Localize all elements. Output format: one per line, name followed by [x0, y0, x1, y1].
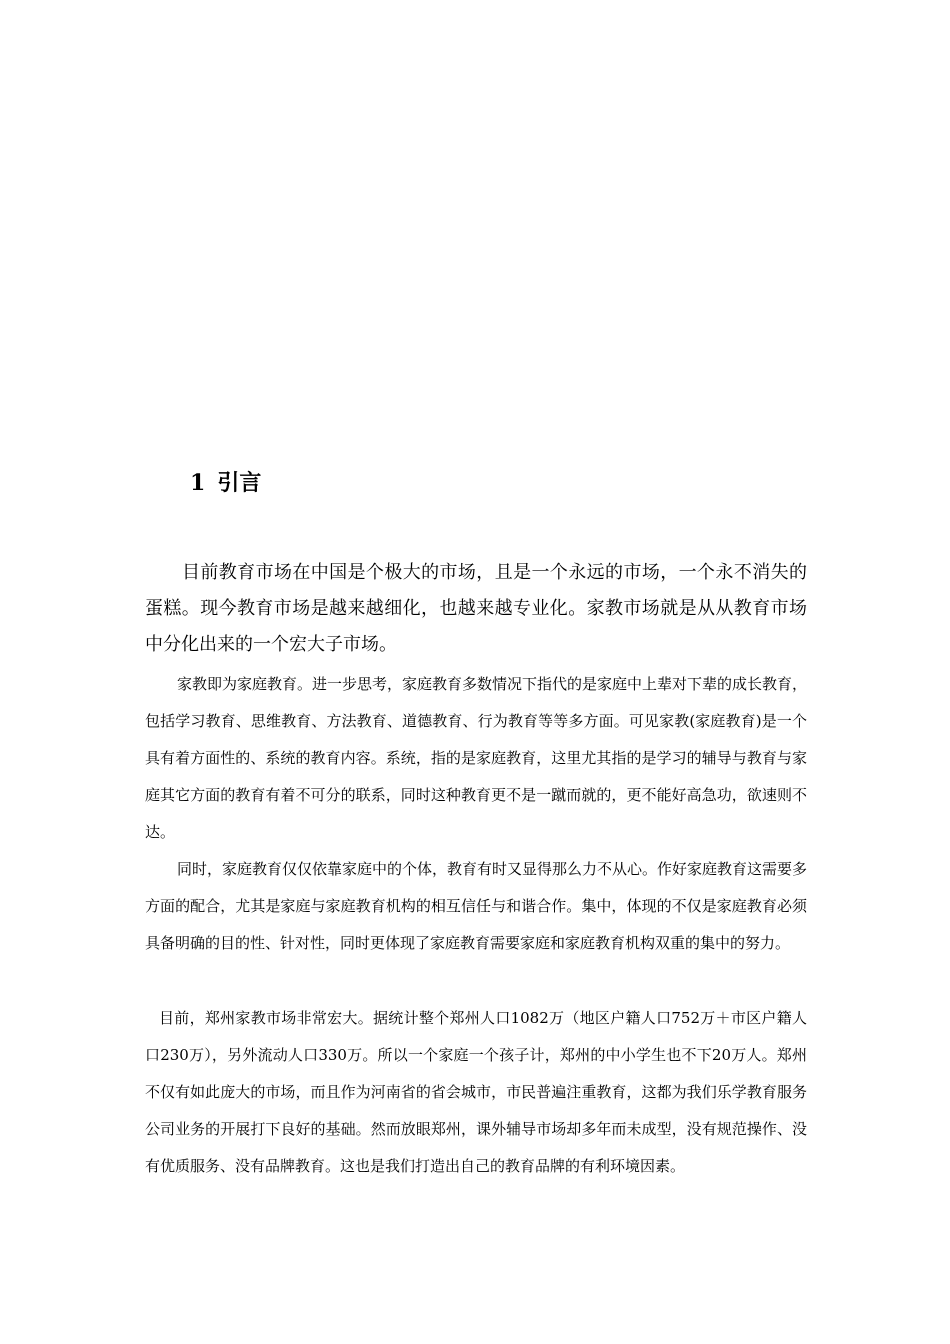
section-title: 引言	[217, 471, 262, 496]
paragraph-zhengzhou-market: 目前，郑州家教市场非常宏大。据统计整个郑州人口1082万（地区户籍人口752万＋市区户籍人口230万），另外流动人口330万。所以一个家庭一个孩子计，郑州的中小学生也不下20万人。郑州不仅有如此庞大的市场，而且作为河南省的省会城市，市民普遍注重教育，这都为我们乐学教育服务公司业务的开展打下良好的基础。然而放眼郑州，课外辅导市场却多年而未成型，没有规范操作、没有优质服务、没有品牌教育。这也是我们打造出自己的教育品牌的有利环境因素。	[145, 1009, 807, 1175]
section-number: 1	[190, 470, 206, 496]
paragraph-intro: 目前教育市场在中国是个极大的市场，且是一个永远的市场，一个永不消失的蛋糕。现今教育市场是越来越细化，也越来越专业化。家教市场就是从从教育市场中分化出来的一个宏大子市场。	[145, 562, 807, 655]
section-heading	[190, 466, 261, 501]
paragraph-cooperation: 同时，家庭教育仅仅依靠家庭中的个体，教育有时又显得那么力不从心。作好家庭教育这需要多方面的配合，尤其是家庭与家庭教育机构的相互信任与和谐合作。集中，体现的不仅是家庭教育必须具备明确的目的性、针对性，同时更体现了家庭教育需要家庭和家庭教育机构双重的集中的努力。	[145, 860, 808, 952]
paragraph-family-education: 家教即为家庭教育。进一步思考，家庭教育多数情况下指代的是家庭中上辈对下辈的成长教育，包括学习教育、思维教育、方法教育、道德教育、行为教育等等多方面。可见家教(家庭教育)是一个具有着方面性的、系统的教育内容。系统，指的是家庭教育，这里尤其指的是学习的辅导与教育与家庭其它方面的教育有着不可分的联系，同时这种教育更不是一蹴而就的，更不能好高急功，欲速则不达。	[145, 675, 808, 841]
